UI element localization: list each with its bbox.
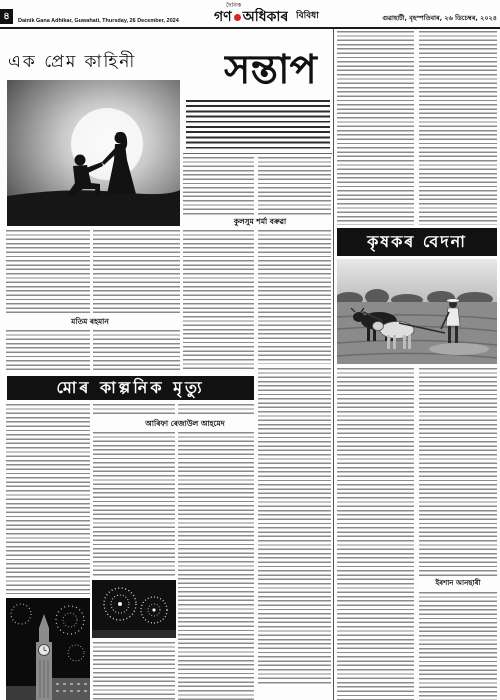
- section-name: বিবিধা: [296, 11, 319, 21]
- farmer-article-title: কৃষকৰ বেদনা: [367, 232, 467, 251]
- article-text-column: [419, 31, 497, 225]
- article-text-column: [419, 592, 497, 700]
- newspaper-logo: [214, 8, 288, 26]
- assamese-dateline: গুৱাহাটী, বৃহস্পতিবাৰ, ২৬ ডিচেম্বৰ, ২০২৪: [382, 14, 497, 22]
- love-story-title: সন্তাপ: [224, 46, 317, 93]
- article-text-column: [93, 330, 180, 372]
- love-story-byline-upper: কুলসুম শৰ্মা বৰুৱা: [233, 217, 287, 226]
- article-text-column: [6, 330, 90, 372]
- article-text-column: [178, 432, 254, 700]
- article-text-column: [93, 404, 175, 416]
- article-text-column: [93, 230, 180, 314]
- farmer-article-header: [337, 228, 497, 256]
- article-text-column: [258, 157, 331, 215]
- article-text-column: [258, 368, 331, 686]
- logo-word-1: গণ: [214, 9, 232, 25]
- article-text-column: [178, 404, 254, 416]
- logo-flower-icon: [234, 14, 241, 21]
- masthead-rule: [0, 27, 500, 29]
- quote-divider: [183, 153, 332, 154]
- logo-word-2: অধিকাৰ: [242, 9, 288, 25]
- imaginary-death-title: মোৰ কাল্পনিক মৃত্যু: [56, 378, 205, 397]
- article-text-column: [93, 432, 175, 576]
- article-text-column: [258, 230, 331, 364]
- love-story-byline-lower: মতিম ৰহমান: [71, 317, 109, 326]
- english-dateline: Dainik Gana Adhikar, Guwahati, Thursday, 26 December, 2024: [18, 18, 179, 24]
- article-text-column: [419, 368, 497, 576]
- article-text-column: [6, 404, 90, 594]
- paper-prefix: দৈনিক: [226, 2, 242, 9]
- article-text-column: [6, 230, 90, 314]
- article-text-column: [183, 157, 254, 215]
- page-number: ৪: [0, 9, 13, 24]
- farmer-article-byline: ইৰশান আনছাৰী: [435, 579, 481, 587]
- article-text-column: [183, 230, 254, 370]
- article-text-column: [337, 368, 414, 700]
- clock-tower-photo: [6, 598, 90, 700]
- fireworks-photo: [92, 580, 176, 638]
- article-text-column: [93, 642, 175, 700]
- lead-quote-text: [186, 100, 330, 150]
- farmer-ploughing-photo: [337, 259, 497, 364]
- column-divider: [333, 29, 334, 700]
- love-story-kicker: এক প্ৰেম কাহিনী: [8, 52, 137, 72]
- couple-silhouette-photo: [7, 80, 180, 226]
- imaginary-death-banner: [7, 376, 254, 400]
- article-text-column: [337, 31, 414, 225]
- imaginary-death-byline: আৰিফা ৰেজাউল আহমেদ: [145, 419, 225, 428]
